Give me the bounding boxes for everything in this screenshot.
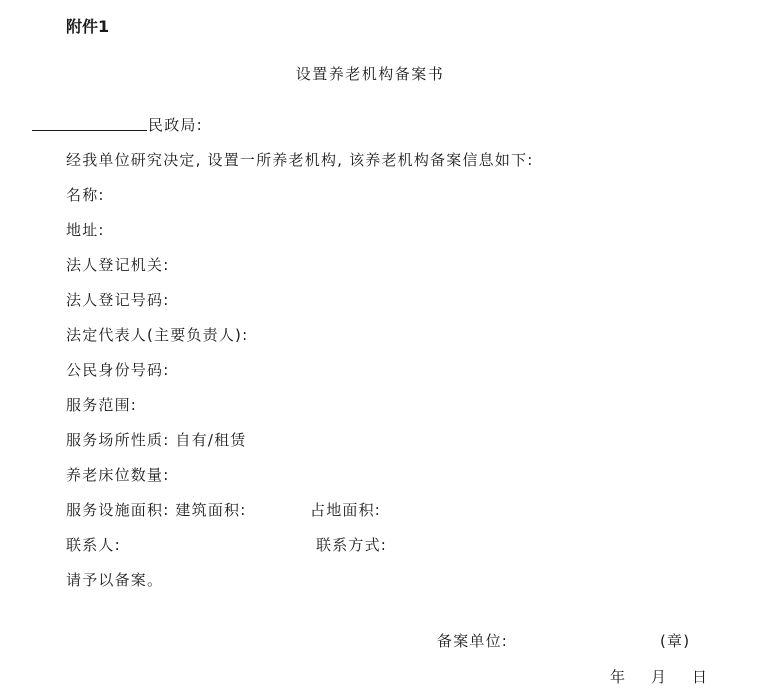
date-month: 月 bbox=[651, 668, 668, 686]
field-registration-number: 法人登记号码: bbox=[66, 291, 170, 309]
seal-label: (章) bbox=[660, 632, 691, 650]
date-day: 日 bbox=[692, 668, 709, 686]
addressee-suffix: 民政局: bbox=[148, 116, 203, 134]
field-contact-person: 联系人: bbox=[66, 536, 121, 554]
field-service-scope: 服务范围: bbox=[66, 396, 138, 414]
field-contact-method: 联系方式: bbox=[316, 536, 388, 554]
field-legal-representative: 法定代表人(主要负责人): bbox=[66, 326, 249, 344]
field-facility-area: 服务设施面积: 建筑面积: bbox=[66, 501, 247, 519]
field-premises-nature: 服务场所性质: 自有/租赁 bbox=[66, 431, 247, 449]
intro-paragraph: 经我单位研究决定, 设置一所养老机构, 该养老机构备案信息如下: bbox=[66, 151, 534, 169]
field-land-area: 占地面积: bbox=[310, 501, 382, 519]
date-year: 年 bbox=[610, 668, 627, 686]
field-bed-count: 养老床位数量: bbox=[66, 466, 170, 484]
attachment-label: 附件1 bbox=[66, 17, 110, 36]
document-title: 设置养老机构备案书 bbox=[295, 65, 445, 83]
filing-unit-label: 备案单位: bbox=[437, 632, 509, 650]
addressee-blank-line bbox=[32, 130, 147, 131]
field-name: 名称: bbox=[66, 186, 105, 204]
field-address: 地址: bbox=[66, 221, 105, 239]
closing-request: 请予以备案。 bbox=[66, 571, 164, 589]
field-id-number: 公民身份号码: bbox=[66, 361, 170, 379]
field-registration-authority: 法人登记机关: bbox=[66, 256, 170, 274]
